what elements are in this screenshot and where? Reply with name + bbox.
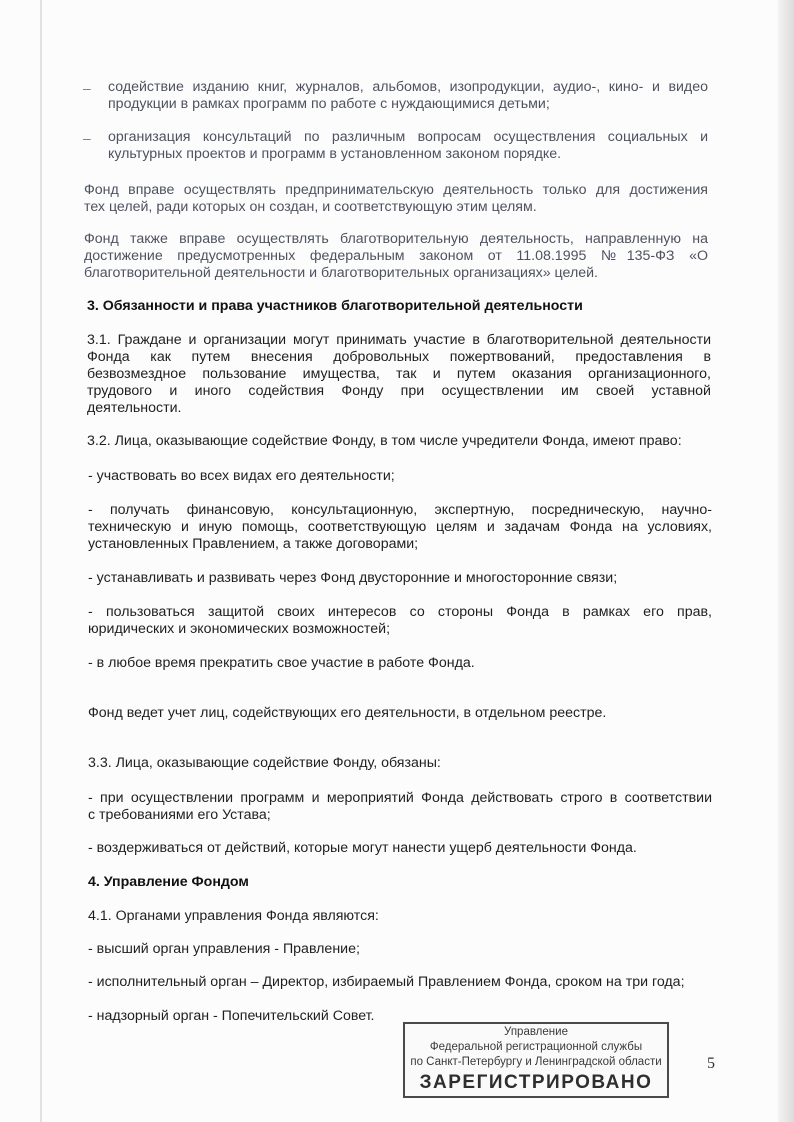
clause-3-1-line-4: трудового и иного содействия Фонду при осуществлении им своей уставной: [87, 383, 711, 399]
governing-body-2: - исполнительный орган – Директор, избираемый Правлением Фонда, сроком на три года;: [88, 974, 685, 990]
stamp-line-1: Управление: [504, 1026, 568, 1038]
governing-body-1: - высший орган управления - Правление;: [88, 941, 360, 957]
right-5: - в любое время прекратить свое участие в работе Фонда.: [88, 655, 475, 671]
right-4-line-1: - пользоваться защитой своих интересов со стороны Фонда в рамках его прав,: [88, 604, 712, 620]
page-right-edge: [778, 0, 794, 1122]
charity-para-line-1: Фонд также вправе осуществлять благотворительную деятельность, направленную на: [84, 231, 708, 247]
right-3: - устанавливать и развивать через Фонд двусторонние и многосторонние связи;: [88, 570, 618, 586]
bullet-1-line-1: содействие изданию книг, журналов, альбомов, изопродукции, аудио-, кино- и видео: [108, 79, 708, 95]
bullet-2-line-1: организация консультаций по различным вопросам осуществления социальных и: [108, 129, 708, 145]
bullet-2-line-2: культурных проектов и программ в установленном законом порядке.: [108, 146, 562, 162]
stamp-line-3: по Санкт-Петербургу и Ленинградской области: [410, 1056, 662, 1068]
clause-3-3: 3.3. Лица, оказывающие содействие Фонду, обязаны:: [88, 755, 441, 771]
bullet-1-line-2: продукции в рамках программ по работе с нуждающимися детьми;: [108, 96, 550, 112]
business-para-line-1: Фонд вправе осуществлять предпринимательскую деятельность только для достижения: [84, 182, 708, 198]
bullet-marker: –: [83, 80, 91, 96]
charity-para-line-2: достижение предусмотренных федеральным законом от 11.08.1995 №135-ФЗ «О: [84, 248, 708, 264]
right-2-line-3: установленных Правлением, а также договорами;: [88, 536, 419, 552]
registration-stamp: [403, 1022, 669, 1098]
clause-3-2: 3.2. Лица, оказывающие содействие Фонду, в том числе учредители Фонда, имеют право:: [87, 433, 682, 449]
clause-3-1-line-3: безвозмездное пользование имущества, так и путем оказания организационного,: [87, 366, 711, 382]
charity-para-line-3: благотворительной деятельности и благотворительных организациях» целей.: [84, 265, 598, 281]
bullet-marker: –: [83, 130, 91, 146]
business-para-line-2: тех целей, ради которых он создан, и соответствующую этим целям.: [84, 199, 537, 215]
right-2-line-2: техническую и иную помощь, соответствующую целям и задачам Фонда на условиях,: [88, 519, 712, 535]
duty-1-line-2: с требованиями его Устава;: [88, 807, 271, 823]
governing-body-3: - надзорный орган - Попечительский Совет.: [88, 1008, 375, 1024]
page-left-edge: [40, 0, 42, 1122]
clause-3-1-line-5: деятельности.: [87, 400, 182, 416]
clause-4-1: 4.1. Органами управления Фонда являются:: [88, 908, 379, 924]
section-4-heading: 4. Управление Фондом: [88, 874, 249, 890]
stamp-registered-mark: ЗАРЕГИСТРИРОВАНО: [419, 1072, 653, 1093]
duty-1-line-1: - при осуществлении программ и мероприятий Фонда действовать строго в соответствии: [88, 790, 712, 806]
clause-3-1-line-2: Фонда как путем внесения добровольных пожертвований, предоставления в: [87, 349, 711, 365]
right-4-line-2: юридических и экономических возможностей;: [88, 621, 391, 637]
registry-note: Фонд ведет учет лиц, содействующих его деятельности, в отдельном реестре.: [88, 705, 607, 721]
section-3-heading: 3. Обязанности и права участников благотворительной деятельности: [87, 298, 583, 314]
page-number: 5: [707, 1055, 715, 1072]
right-1: - участвовать во всех видах его деятельности;: [88, 468, 395, 484]
clause-3-1-line-1: 3.1. Граждане и организации могут принимать участие в благотворительной деятельности: [87, 332, 711, 348]
right-2-line-1: - получать финансовую, консультационную, экспертную, посредническую, научно-: [88, 502, 712, 518]
duty-2: - воздерживаться от действий, которые могут нанести ущерб деятельности Фонда.: [88, 840, 637, 856]
stamp-line-2: Федеральной регистрационной службы: [429, 1041, 643, 1053]
